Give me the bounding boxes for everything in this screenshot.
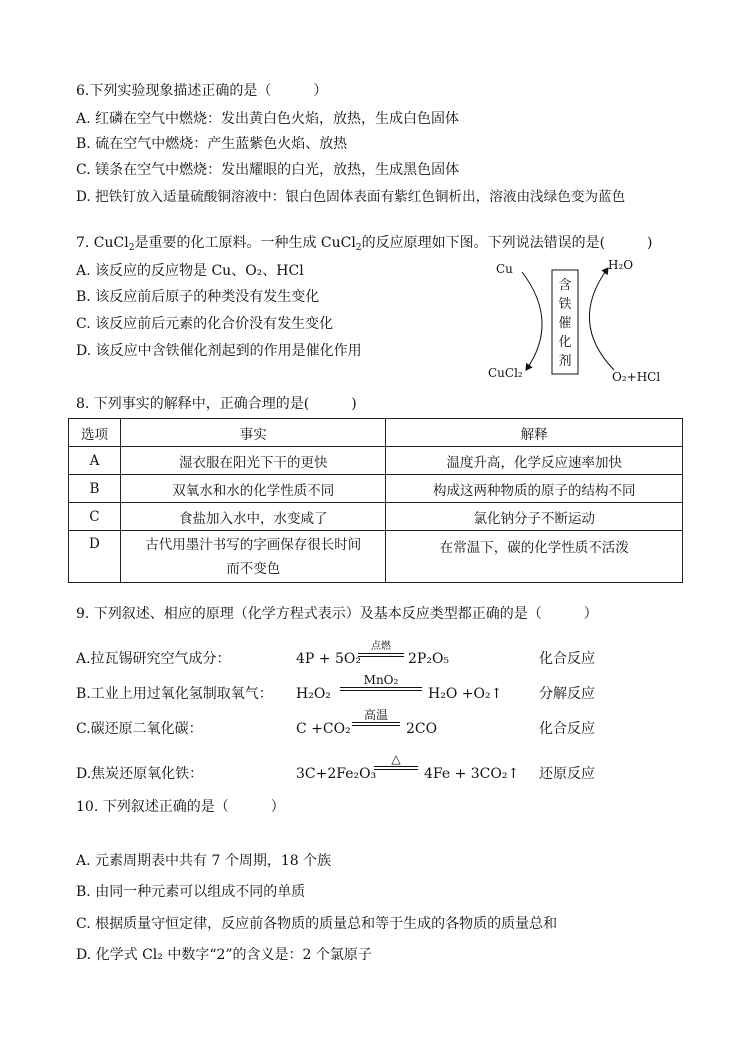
q9-d-type: 还原反应: [539, 766, 595, 782]
q9-d-left: 3C+2Fe₂O₃: [296, 766, 377, 782]
q9-d-arrow: △: [374, 753, 418, 770]
q7-stem: 7. CuCl$_2$是重要的化工原料。一种生成 CuCl$_2$的反应原理如下图。下列说法错误的是( ): [76, 235, 653, 253]
header-explanation: 解释: [386, 419, 683, 447]
cell-explanation: 构成这两种物质的原子的结构不同: [386, 475, 683, 503]
q6-option-a: A. 红磷在空气中燃烧：发出黄白色火焰，放热，生成白色固体: [76, 111, 460, 127]
table-row: [69, 531, 683, 583]
q10-stem: 10. 下列叙述正确的是（ ）: [76, 799, 285, 815]
cell-explanation: 温度升高，化学反应速率加快: [386, 447, 683, 475]
q9-b-right: H₂O +O₂↑: [428, 686, 503, 702]
q6-option-d: D. 把铁钉放入适量硫酸铜溶液中：银白色固体表面有紫红色铜析出，溶液由浅绿色变为蓝色: [76, 189, 626, 205]
q9-b-type: 分解反应: [539, 686, 595, 702]
q7-option-d: D. 该反应中含铁催化剂起到的作用是催化作用: [76, 343, 362, 359]
q9-b-label: B.工业上用过氧化氢制取氧气：: [76, 686, 273, 702]
q9-a-left: 4P + 5O₂: [296, 651, 361, 667]
q9-a-right: 2P₂O₅: [408, 651, 450, 667]
q6-option-c: C. 镁条在空气中燃烧：发出耀眼的白光，放热，生成黑色固体: [76, 162, 460, 178]
q6-option-b: B. 硫在空气中燃烧：产生蓝紫色火焰、放热: [76, 136, 348, 152]
q9-c-arrow: 高温: [352, 709, 400, 726]
q8-table: [68, 418, 683, 583]
q7-option-c: C. 该反应前后元素的化合价没有发生变化: [76, 316, 334, 332]
cell-option: B: [69, 475, 121, 503]
q10-option-b: B. 由同一种元素可以组成不同的单质: [76, 884, 306, 900]
cell-fact: 双氧水和水的化学性质不同: [120, 475, 386, 503]
q9-a-arrow: 点燃: [358, 640, 404, 657]
q9-c-type: 化合反应: [539, 721, 595, 737]
cell-option: A: [69, 447, 121, 475]
q6-stem: 6.下列实验现象描述正确的是（ ）: [76, 83, 328, 99]
header-fact: 事实: [120, 419, 386, 447]
cell-explanation: 氯化钠分子不断运动: [386, 503, 683, 531]
label-cucl2: CuCl₂: [488, 366, 523, 380]
table-row: [69, 503, 683, 531]
q7-reaction-diagram: [482, 252, 672, 384]
q10-option-a: A. 元素周期表中共有 7 个周期，18 个族: [76, 853, 332, 869]
table-row: [69, 447, 683, 475]
q9-d-label: D.焦炭还原氧化铁：: [76, 766, 204, 782]
header-option: 选项: [69, 419, 121, 447]
q10-option-d: D. 化学式 Cl₂ 中数字“2”的含义是：2 个氯原子: [76, 947, 372, 963]
cell-fact: 食盐加入水中，水变咸了: [120, 503, 386, 531]
q7-option-a: A. 该反应的反应物是 Cu、O₂、HCl: [76, 263, 304, 279]
cu-to-cucl2-arrow: [522, 272, 542, 370]
cell-explanation: 在常温下，碳的化学性质不活泼: [386, 531, 683, 583]
q9-stem: 9. 下列叙述、相应的原理（化学方程式表示）及基本反应类型都正确的是（ ）: [76, 606, 598, 622]
label-cu: Cu: [496, 262, 513, 276]
q7-option-b: B. 该反应前后原子的种类没有发生变化: [76, 289, 320, 305]
o2hcl-to-h2o-arrow: [589, 268, 614, 370]
q9-b-arrow: MnO₂: [340, 674, 422, 691]
catalyst-label: 含 铁 催 化 剂: [558, 278, 572, 369]
q10-option-c: C. 根据质量守恒定律，反应前各物质的质量总和等于生成的各物质的质量总和: [76, 916, 558, 932]
cell-fact: 古代用墨汁书写的字画保存很长时间 而不变色: [120, 531, 386, 583]
q9-a-type: 化合反应: [539, 651, 595, 667]
cell-option: C: [69, 503, 121, 531]
label-o2hcl: O₂+HCl: [612, 370, 661, 384]
label-h2o: H₂O: [608, 258, 634, 272]
table-row: [69, 475, 683, 503]
q9-a-label: A.拉瓦锡研究空气成分：: [76, 651, 231, 667]
q9-c-label: C.碳还原二氧化碳：: [76, 721, 203, 737]
table-header-row: [69, 419, 683, 447]
q9-c-right: 2CO: [406, 721, 438, 737]
cell-fact: 湿衣服在阳光下干的更快: [120, 447, 386, 475]
q9-b-left: H₂O₂: [296, 686, 331, 702]
q8-stem: 8. 下列事实的解释中，正确合理的是( ): [76, 396, 357, 412]
q9-d-right: 4Fe + 3CO₂↑: [424, 766, 520, 782]
cell-option: D: [69, 531, 121, 583]
q9-c-left: C +CO₂: [296, 721, 351, 737]
